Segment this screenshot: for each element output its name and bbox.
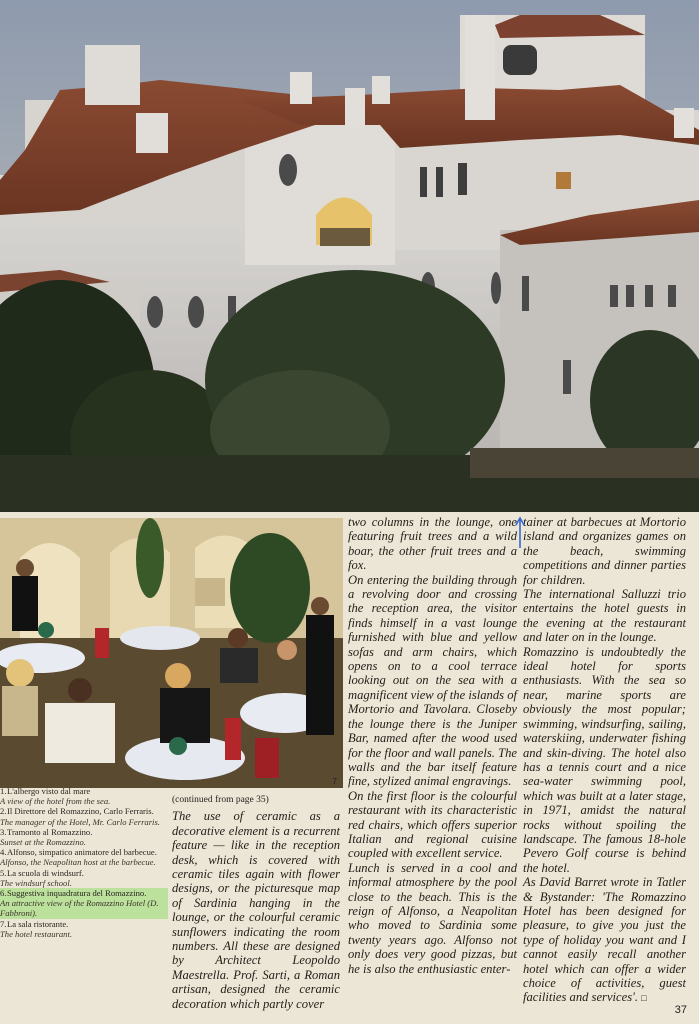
caption-2-it: 2.Il Direttore del Romazzino, Carlo Ferraris. <box>0 806 154 817</box>
article-paragraph: As David Barret wrote in Tatler & Bystander: 'The Romazzino Hotel has been designed for pleasure, to give you just the type of holiday you want and I cannot easily recall another hotel which can offer a wider choice of activities, guest facilities and services'. □ <box>523 875 686 1005</box>
pen-arrow-mark <box>514 515 526 549</box>
article-paragraph: Romazzino is undoubtedly the ideal hotel for sports enthusiasts. With the sea so near, marine sports are obviously the most popular; swimming, windsurfing, sailing, waterskiing, underwater fishing and skin-diving. The hotel also has a tennis court and a nice sea-water swimming pool, which was built at a later stage, in 1971, amidst the natural rocks without spoiling the landscape. The famous 18-hole Pevero Golf course is behind the hotel. <box>523 644 686 875</box>
caption-3-it: 3.Tramonto al Romazzino. <box>0 826 93 837</box>
caption-4-en: Alfonso, the Neapolitan host at the barbecue. <box>0 857 156 868</box>
caption-2-en: The manager of the Hotel, Mr. Carlo Ferraris. <box>0 816 160 827</box>
article-paragraph: tainer at barbecues at Mortorio island and organizes games on the beach, swimming competitions and dinner parties for children. <box>523 515 686 587</box>
article-paragraph: The use of ceramic as a decorative element is a recurrent feature — like in the reception desk, which is covered with ceramic tiles again with flower designs, or the picturesque map of Sardinia hanging in the lounge, or the colourful ceramic sunflowers indicating the room numbers. All these are designed by Architect Leopoldo Maestrella. Prof. Sarti, a Roman artisan, designed the ceramic decoration which partly cover <box>172 809 340 1011</box>
article-column-right <box>523 515 686 1006</box>
article-paragraph: On the first floor is the colourful restaurant with its characteristic red chairs, which offers superior Italian and regional cuisine coupled with excellent service. <box>348 788 517 861</box>
caption-5-it: 5.La scuola di windsurf. <box>0 867 84 878</box>
article-paragraph: Lunch is served in a cool and informal atmosphere by the pool close to the beach. This is the reign of Alfonso, a Neapolitan who moved to Sardinia some twenty years ago. Alfonso not only does very good pizzas, but he is also the enthusiastic enter- <box>348 860 517 976</box>
caption-7-it: 7.La sala ristorante. <box>0 918 69 929</box>
caption-1-it: 1.L'albergo visto dal mare <box>0 786 91 796</box>
hotel-restaurant-photo <box>0 518 343 788</box>
continued-note: (continued from page 35) <box>172 795 269 805</box>
photo-captions <box>0 786 168 1016</box>
photo-number: 7 <box>332 777 337 786</box>
caption-3-en: Sunset at the Romazzino. <box>0 837 86 848</box>
article-paragraph: On entering the building through a revolving door and crossing the reception area, the visitor finds himself in a vast lounge furnished with blue and yellow sofas and arm chairs, which opens on to a cool terrace looking out on the sea with a magnificent view of the islands of Mortorio and Tavolara. Closeby the lounge there is the Juniper Bar, named after the wood used for the floor and wall panels. The walls and the bar itself feature fine, stylized animal engravings. <box>348 572 517 789</box>
caption-5-en: The windsurf school. <box>0 877 72 888</box>
caption-4-it: 4.Alfonso, simpatico animatore del barbecue. <box>0 847 157 858</box>
article-column-left <box>172 793 340 1011</box>
restaurant-illustration <box>0 518 343 788</box>
caption-6-en: An attractive view of the Romazzino Hotel (D. Fabbroni). <box>0 898 168 918</box>
article-paragraph: two columns in the lounge, one featuring fruit trees and a wild boar, the other fruit trees and a fox. <box>348 515 517 573</box>
caption-7-en: The hotel restaurant. <box>0 928 73 939</box>
article-column-middle <box>348 515 517 976</box>
caption-6-it: 6.Suggestiva inquadratura del Romazzino. <box>0 888 168 898</box>
end-mark: □ <box>641 993 647 1004</box>
caption-1-en: A view of the hotel from the sea. <box>0 796 111 807</box>
article-paragraph: The international Salluzzi trio entertains the hotel guests in the evening at the restaurant and later on in the lounge. <box>523 587 686 645</box>
page-number: 37 <box>674 1004 687 1016</box>
